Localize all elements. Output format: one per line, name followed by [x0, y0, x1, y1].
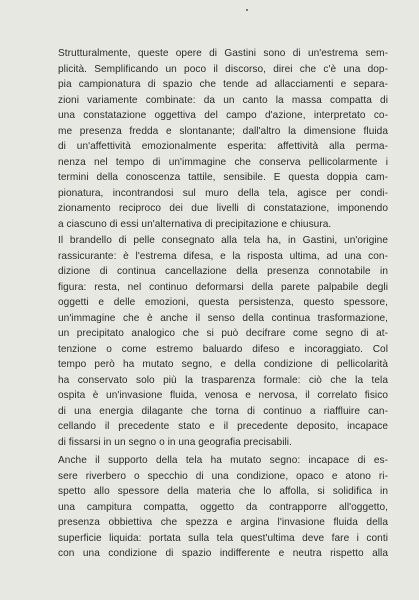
- text-line: zionamento reciproco dei due livelli di constatazione, imponendo: [58, 203, 388, 214]
- text-line: di un'affettività emozionalmente esperita: affettività alla perma-: [58, 141, 388, 152]
- text-line: rassicurante: è l'estrema difesa, e la risposta ultima, ad una con-: [58, 250, 388, 262]
- paragraph-2: [58, 233, 388, 450]
- text-line: superficie liquida: portata sulla tela quest'ultima deve fare i conti: [58, 532, 388, 544]
- text-line: presenza obbiettiva che spezza e argina l'invasione fluida della: [58, 517, 388, 528]
- text-line: ha conservato solo più la trasparenza formale: ciò che la tela: [58, 374, 388, 386]
- text-line: dizione di continua cancellazione della presenza connotabile in: [58, 266, 388, 277]
- text-line: Anche il supporto della tela ha mutato segno: incapace di es-: [58, 455, 388, 466]
- text-line: pionatura, incontrandosi sul muro della tela, agisce per condi-: [58, 187, 388, 199]
- text-line: zioni variamente combinate: da un canto la massa compatta di: [58, 94, 388, 106]
- text-line: una constatazione oggettiva del campo d'azione, interpretato co-: [58, 110, 388, 121]
- text-line: figura: resta, nel continuo deformarsi della parete palpabile degli: [58, 281, 388, 293]
- text-line: me presenza fredda e slontanante; dall'altro la dimensione fluida: [58, 125, 388, 137]
- text-line: spetto allo spessore della materia che lo affolla, si solidifica in: [58, 486, 388, 497]
- text-line: pia campionatura di spazio che tende ad allacciamenti e separa-: [58, 79, 388, 90]
- text-line: cellando il precedente stato e il precedente deposito, incapace: [58, 421, 388, 432]
- text-line: oggetti e delle emozioni, questa persistenza, questo spessore,: [58, 297, 388, 308]
- text-line: nenza nel tempo di un'immagine che conserva pellicolarmente i: [58, 156, 388, 168]
- print-mark: [246, 9, 248, 11]
- text-line: un precipitato analogico che si può decifrare come segno di at-: [58, 328, 388, 339]
- text-line: termini della conoscenza tattile, sensibile. E questa doppia cam-: [58, 172, 388, 183]
- text-line: di fissarsi in un segno o in una geografia precisabili.: [58, 436, 292, 448]
- text-line: con una condizione di spazio indifferente e neutra rispetto alla: [58, 548, 388, 559]
- text-line: tempo però ha mutato segno, e della condizione di pellicolarità: [58, 359, 388, 370]
- text-line: Il brandello di pelle consegnato alla tela ha, in Gastini, un'origine: [58, 235, 388, 246]
- paragraph-1: [58, 46, 388, 232]
- text-line: di una energia dilagante che torna di continuo a riaffluire can-: [58, 405, 388, 417]
- text-line: a ciascuno di essi un'alternativa di precipitazione e chiusura.: [58, 218, 332, 230]
- text-line: sere riverbero o specchio di una condizione, opaco e atono ri-: [58, 470, 388, 482]
- text-line: un'immagine che è anche il senso della continua trasformazione,: [58, 312, 388, 324]
- text-line: ospita è un'invasione fluida, venosa e nervosa, il correlato fisico: [58, 390, 388, 401]
- paragraph-3: [58, 453, 388, 562]
- text-line: plicità. Semplificando un poco il discorso, direi che c'è una dop-: [58, 63, 388, 75]
- text-line: Strutturalmente, queste opere di Gastini sono di un'estrema sem-: [58, 48, 388, 59]
- text-line: una campitura compatta, oggetto da contrapporre all'oggetto,: [58, 501, 388, 513]
- text-line: tenzione o come estremo baluardo difeso e incoraggiato. Col: [58, 343, 388, 355]
